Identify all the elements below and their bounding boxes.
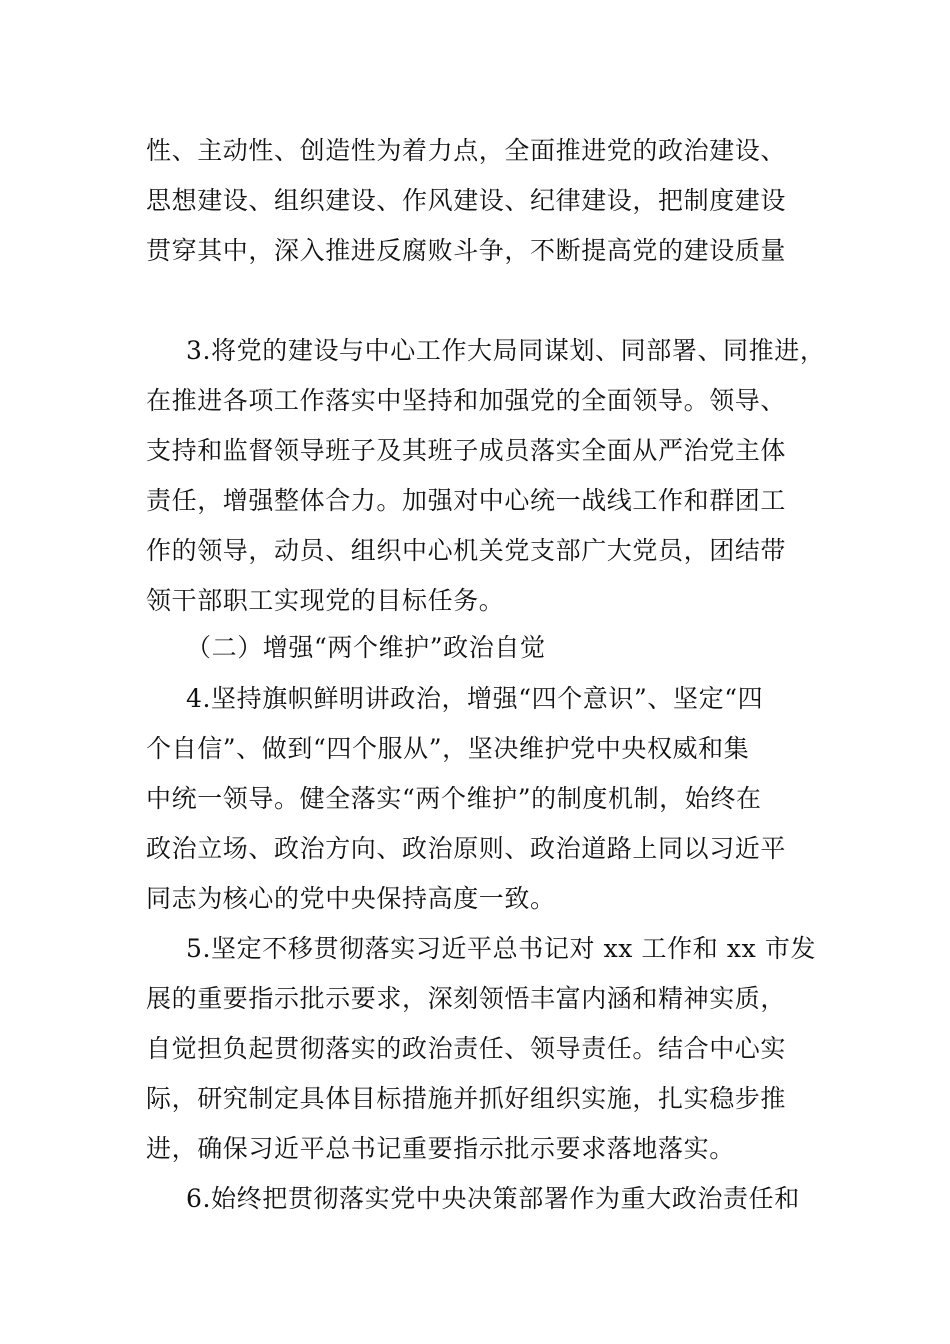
text-line: 自觉担负起贯彻落实的政治责任、领导责任。结合中心实 [146,1034,787,1063]
text-line: 在推进各项工作落实中坚持和加强党的全面领导。领导、 [146,386,787,415]
text-line: 思想建设、组织建设、作风建设、纪律建设，把制度建设 [146,186,787,215]
paragraph-6-first-line: 6.始终把贯彻落实党中央决策部署作为重大政治责任和 [186,1184,800,1213]
paragraph-5-first-line: 5.坚定不移贯彻落实习近平总书记对 xx 工作和 xx 市发 [186,934,817,963]
text-line: 政治立场、政治方向、政治原则、政治道路上同以习近平 [146,834,787,863]
paragraph-4-first-line: 4.坚持旗帜鲜明讲政治，增强“四个意识”、坚定“四 [186,684,764,713]
text-line: 贯穿其中，深入推进反腐败斗争，不断提高党的建设质量 [146,236,787,265]
text-line: 同志为核心的党中央保持高度一致。 [146,884,556,913]
text-line: 个自信”、做到“四个服从”，坚决维护党中央权威和集 [146,734,750,763]
text-line: 进，确保习近平总书记重要指示批示要求落地落实。 [146,1134,735,1163]
text-line: 性、主动性、创造性为着力点，全面推进党的政治建设、 [146,136,787,165]
text-line: 中统一领导。健全落实“两个维护”的制度机制，始终在 [146,784,762,813]
text-line: 领干部职工实现党的目标任务。 [146,586,505,615]
section-heading: （二）增强“两个维护”政治自觉 [186,633,546,662]
text-line: 作的领导，动员、组织中心机关党支部广大党员，团结带 [146,536,787,565]
text-line: 责任，增强整体合力。加强对中心统一战线工作和群团工 [146,486,787,515]
text-line: 支持和监督领导班子及其班子成员落实全面从严治党主体 [146,436,787,465]
paragraph-3-first-line: 3.将党的建设与中心工作大局同谋划、同部署、同推进， [186,336,826,365]
text-line: 际，研究制定具体目标措施并抓好组织实施，扎实稳步推 [146,1084,787,1113]
text-line: 展的重要指示批示要求，深刻领悟丰富内涵和精神实质， [146,984,787,1013]
